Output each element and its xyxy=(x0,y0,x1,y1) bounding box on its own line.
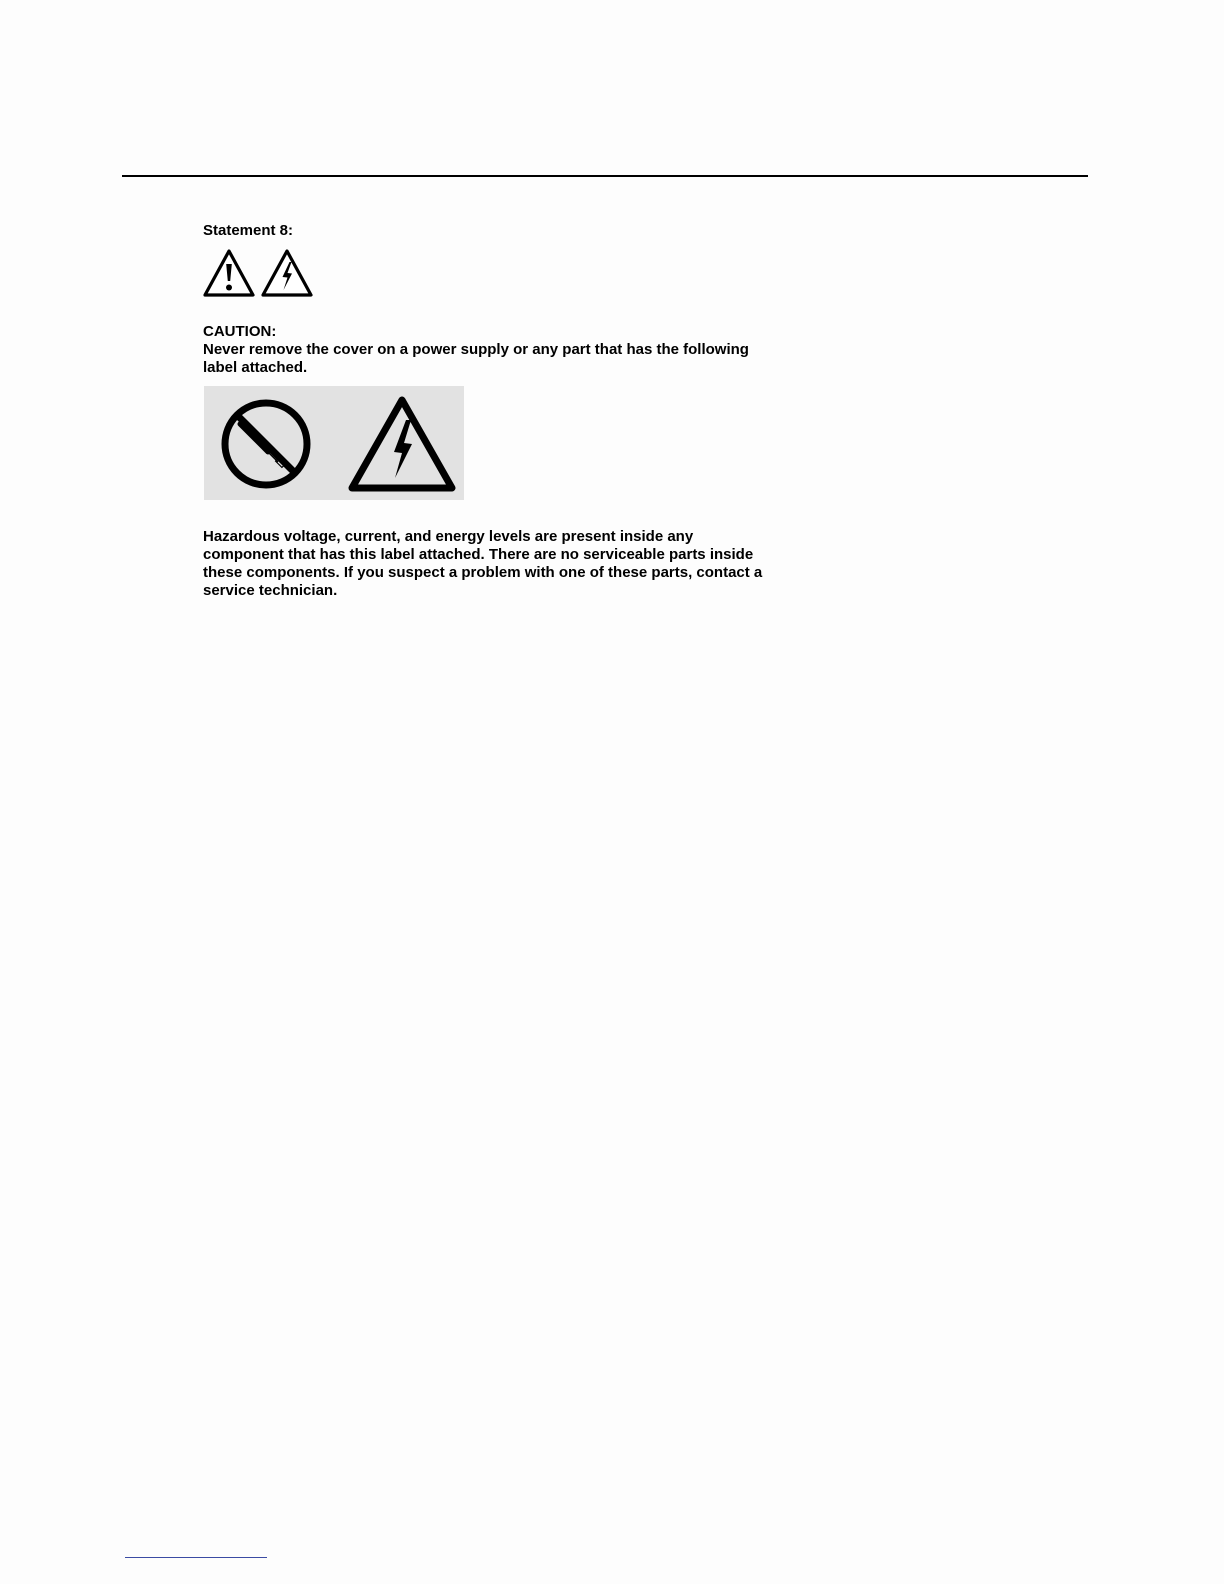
warning-icons-group xyxy=(203,248,315,298)
statement-title: Statement 8: xyxy=(203,222,294,239)
high-voltage-triangle-icon xyxy=(344,392,460,496)
lightning-triangle-icon xyxy=(261,248,313,298)
hazard-description: Hazardous voltage, current, and energy levels are present inside any component that has this label attached. There are no serviceable parts inside these components. If you suspect a problem with one of these parts, contact a service technician. xyxy=(203,528,763,599)
footnote-rule xyxy=(125,1557,267,1558)
caution-heading: CAUTION: xyxy=(203,323,277,340)
caution-block xyxy=(203,323,803,377)
caution-text: Never remove the cover on a power supply or any part that has the following label attached. xyxy=(203,341,749,376)
top-horizontal-rule xyxy=(122,175,1088,177)
no-screwdriver-icon xyxy=(218,396,314,492)
exclamation-triangle-icon xyxy=(203,248,255,298)
hazard-label-image xyxy=(204,386,464,500)
